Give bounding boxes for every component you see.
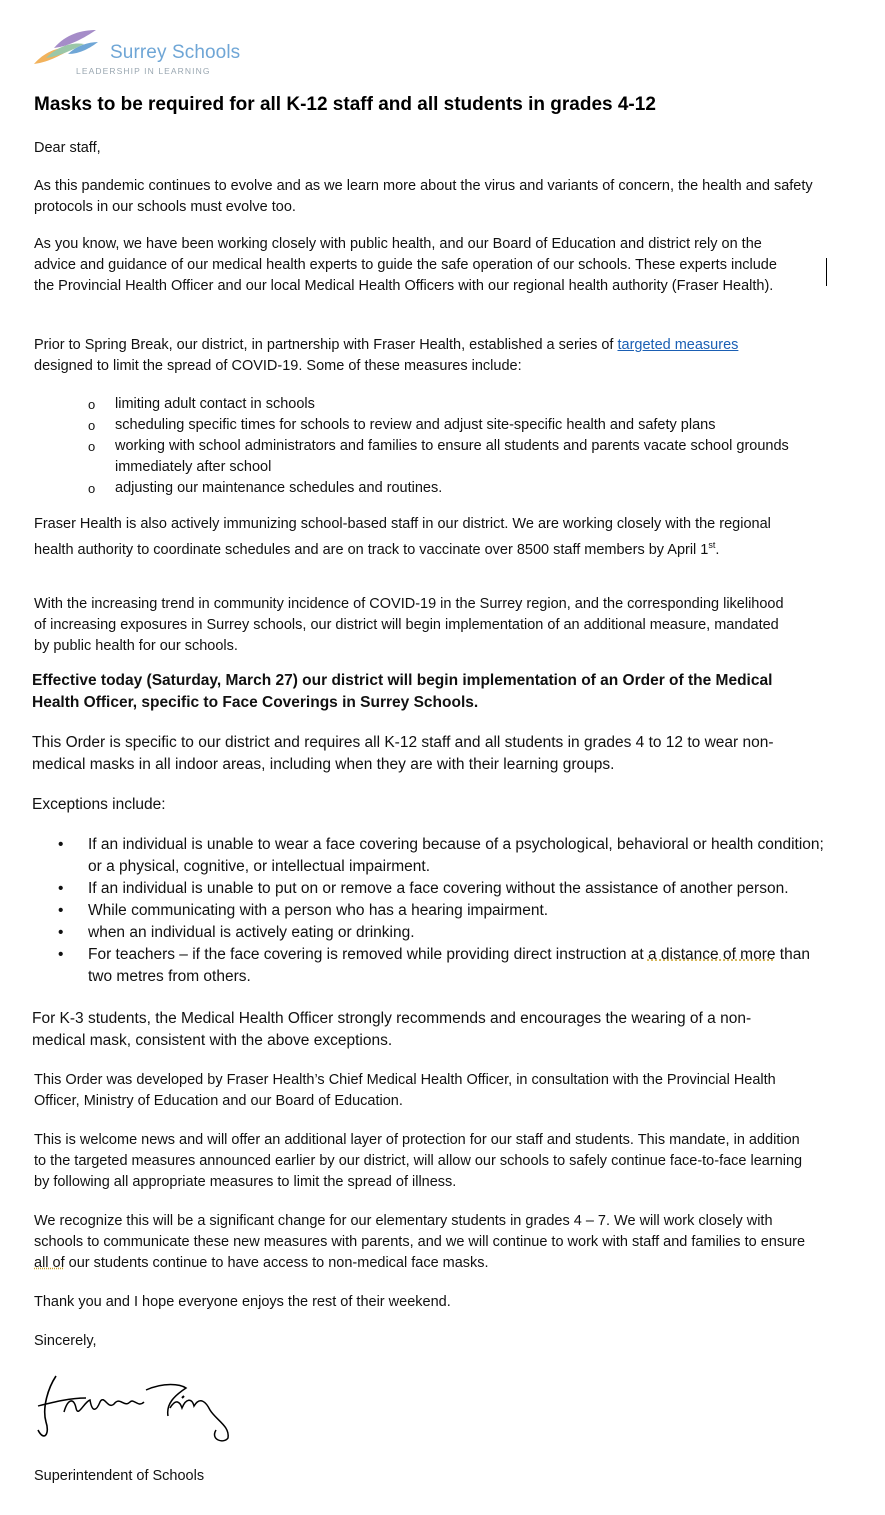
surrey-schools-logo	[32, 22, 241, 78]
paragraph-increasing-trend: With the increasing trend in community incidence of COVID-19 in the Surrey region, and the corresponding likelihood of increasing exposures in Surrey schools, our district will begin implementation of an additional measure, mandated by public health for our schools.	[34, 596, 784, 654]
text-cursor	[826, 258, 827, 286]
circle-bullet-icon: o	[88, 439, 96, 454]
list-item: • If an individual is unable to wear a face covering because of a psychological, behavioral or health condition; or a physical, cognitive, or intellectual impairment.	[58, 836, 824, 875]
circle-bullet-icon: o	[88, 481, 96, 496]
logo-name: Surrey Schools	[110, 42, 241, 63]
bullet-icon: •	[58, 836, 64, 853]
paragraph-developed: This Order was developed by Fraser Health’s Chief Medical Health Officer, in consultation with the Provincial Health Officer, Ministry of Education and our Board of Education.	[34, 1072, 776, 1109]
logo-tagline: LEADERSHIP IN LEARNING	[76, 66, 211, 76]
greeting: Dear staff,	[34, 140, 101, 156]
paragraph-spring-break	[34, 335, 824, 377]
logo-leaf-icon	[32, 24, 102, 70]
paragraph-recognize: We recognize this will be a significant change for our elementary students in grades 4 – 7. We will work closely with schools to communicate these new measures with parents, and we will continue to work with staff and families to ensure all of our students continue to have access to non-medical face masks.	[34, 1213, 806, 1271]
bullet-icon: •	[58, 946, 64, 963]
list-item: • If an individual is unable to put on or remove a face covering without the assistance of another person.	[58, 878, 828, 900]
list-item: • For teachers – if the face covering is removed while providing direct instruction at a distance of more than two metres from others.	[58, 946, 810, 985]
paragraph-k3: For K-3 students, the Medical Health Officer strongly recommends and encourages the wearing of a non-medical mask, consistent with the above exceptions.	[32, 1010, 752, 1049]
bullet-icon: •	[58, 924, 64, 941]
paragraph-thanks: Thank you and I hope everyone enjoys the rest of their weekend.	[34, 1294, 451, 1310]
exceptions-list	[58, 834, 828, 988]
paragraph-order: This Order is specific to our district and requires all K-12 staff and all students in grades 4 to 12 to wear non-medical masks in all indoor areas, including when they are with their learning groups.	[32, 734, 774, 773]
effective-notice: Effective today (Saturday, March 27) our district will begin implementation of an Order of the Medical Health Officer, specific to Face Coverings in Surrey Schools.	[32, 672, 773, 711]
list-item: • While communicating with a person who has a hearing impairment.	[58, 900, 828, 922]
bullet-icon: •	[58, 902, 64, 919]
spring-break-text-end: designed to limit the spread of COVID-19. Some of these measures include:	[34, 358, 522, 374]
list-item: o limiting adult contact in schools	[88, 394, 808, 415]
page-title: Masks to be required for all K-12 staff and all students in grades 4-12	[34, 94, 656, 115]
list-item: • when an individual is actively eating or drinking.	[58, 922, 828, 944]
measures-list	[88, 394, 808, 499]
targeted-measures-link[interactable]: targeted measures	[617, 337, 739, 353]
signature-role: Superintendent of Schools	[34, 1468, 205, 1484]
list-item: o scheduling specific times for schools to review and adjust site-specific health and safety plans	[88, 415, 808, 436]
paragraph-welcome: This is welcome news and will offer an additional layer of protection for our staff and students. This mandate, in addition to the targeted measures announced earlier by our district, will allow our schools to safely continue face-to-face learning by following all appropriate measures to limit the spread of illness.	[34, 1132, 803, 1190]
signature-image	[34, 1368, 234, 1446]
spring-break-text: Prior to Spring Break, our district, in partnership with Fraser Health, established a series of	[34, 337, 618, 353]
circle-bullet-icon: o	[88, 418, 96, 433]
exceptions-heading: Exceptions include:	[32, 796, 166, 813]
paragraph-immunizing: Fraser Health is also actively immunizing school-based staff in our district. We are working closely with the regional health authority to coordinate schedules and are on track to vaccinate over 8500 staff members by April 1st.	[34, 516, 771, 558]
circle-bullet-icon: o	[88, 397, 96, 412]
list-item: o adjusting our maintenance schedules and routines.	[88, 478, 808, 499]
paragraph-public-health: As you know, we have been working closely with public health, and our Board of Education and district rely on the advice and guidance of our medical health experts to guide the safe operation of our schools. These experts include the Provincial Health Officer and our local Medical Health Officers with our regional health authority (Fraser Health).	[34, 236, 777, 294]
bullet-icon: •	[58, 880, 64, 897]
list-item: o working with school administrators and families to ensure all students and parents vacate school grounds immediately after school	[88, 438, 789, 475]
paragraph-evolve: As this pandemic continues to evolve and as we learn more about the virus and variants of concern, the health and safety protocols in our schools must evolve too.	[34, 178, 813, 215]
closing-sincerely: Sincerely,	[34, 1333, 97, 1349]
